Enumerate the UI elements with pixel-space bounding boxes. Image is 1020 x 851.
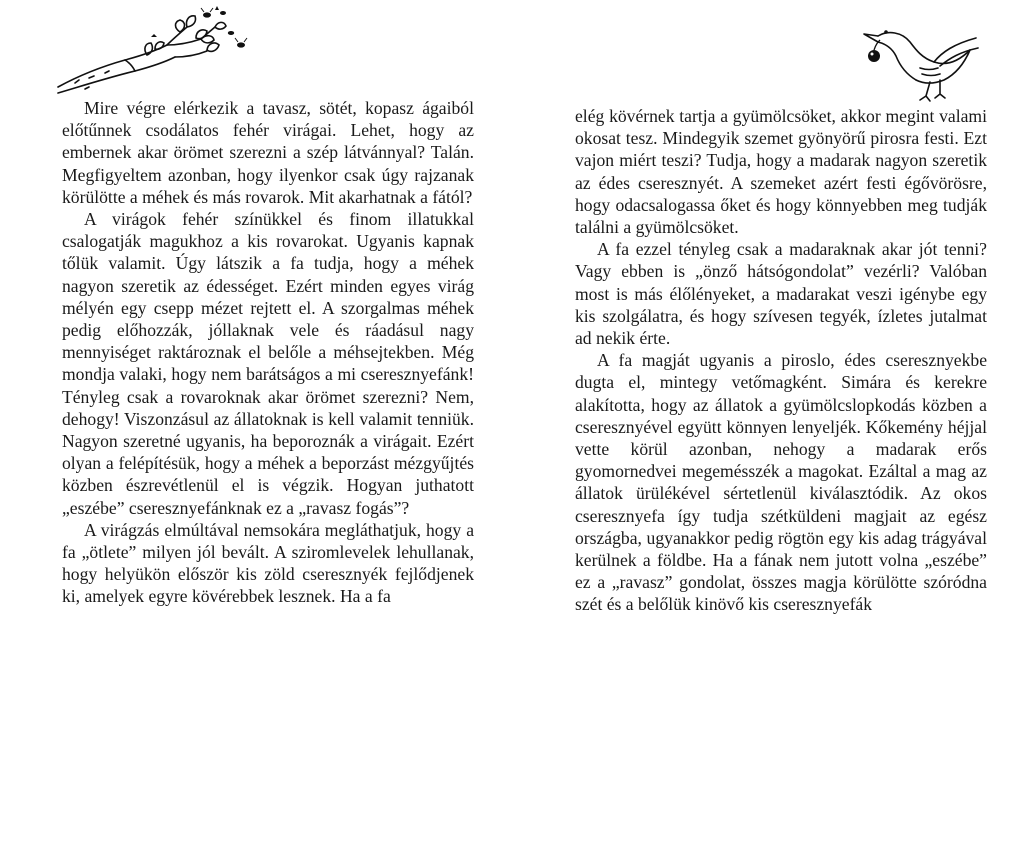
paragraph: elég kövérnek tartja a gyümölcsöket, akkor megint valami okosat tesz. Mindegyik szemet gyönyörű pirosra festi. Ezt vajon miért teszi? Tudja, hogy a madarak nagyon szeretik az édes cseresznyét. A szemeket azért festi égővörösre, hogy odacsalogassa őket és hogy könnyebben meg tudják találni a gyümölcsöket.: [575, 106, 987, 238]
bird-with-cherry-illustration: [860, 22, 980, 104]
right-text-column: [575, 105, 987, 616]
paragraph: A fa magját ugyanis a piroslo, édes cseresznyekbe dugta el, mintegy vetőmagként. Simára és kerekre alakította, hogy az állatok a gyümölcslopkodás közben a cseresznyével együtt könnyen lenyeljék. Kőkemény héjjal vette körül azonban, nehogy a madarak erős gyomornedvei megemésszék a magokat. Ezáltal a mag az állatok ürülékével sértetlenül kiválasztódik. Az okos cseresznyefa így tudja szétküldeni magjait az egész országba, ugyanakkor pedig rögtön egy kis adag trágyával kerülnek a földbe. Ha a fának nem jutott volna „eszébe” ez a „ravasz” gondolat, összes magja körülötte szóródna szét és a belőlük kinövő kis cseresznyefák: [575, 350, 987, 615]
right-page: [510, 0, 1020, 851]
left-text-column: [62, 97, 474, 608]
blossoming-branch-illustration: [55, 5, 260, 100]
paragraph: A virágzás elmúltával nemsokára megláthatjuk, hogy a fa „ötlete” milyen jól bevált. A sziromlevelek lehullanak, hogy helyükön először kis zöld cseresznyék fejlődjenek ki, amelyek egyre kövérebbek lesznek. Ha a fa: [62, 519, 474, 607]
paragraph: A fa ezzel tényleg csak a madaraknak akar jót tenni? Vagy ebben is „önző hátsógondolat” vezérli? Valóban most is más élőlényeket, a madarakat veszi igénybe egy kis szolgálatra, és hogy szívesen tegyék, ízletes jutalmat ad nekik érte.: [575, 239, 987, 349]
paragraph: A virágok fehér színükkel és finom illatukkal csalogatják magukhoz a kis rovarokat. Ugyanis kapnak tőlük valamit. Úgy látszik a fa tudja, hogy a méhek nagyon szeretik az édességet. Ezért minden egyes virág mélyén egy csepp mézet rejtett el. A szorgalmas méhek pedig előhozzák, jóllaknak vele és ráadásul nagy mennyiséget raktároznak el belőle a méhsejtekben. Még mondja valaki, hogy nem barátságos a mi cseresznyefánk! Tényleg csak a rovaroknak akar örömet szerezni? Nem, dehogy! Viszonzásul az állatoknak is kell valamit tenniük. Nagyon szeretné ugyanis, ha beporoznák a virágait. Ezért olyan a felépítésük, hogy a méhek a beporzást mézgyűjtés közben észrevétlenül el is végzik. Hogyan juthatott „eszébe” cseresznyefánknak ez a „ravasz fogás”?: [62, 209, 474, 518]
paragraph: Mire végre elérkezik a tavasz, sötét, kopasz ágaiból előtűnnek csodálatos fehér virágai. Lehet, hogy az embernek akar örömet szerezni a szép látvánnyal? Talán. Megfigyeltem azonban, hogy ilyenkor csak úgy rajzanak körülötte a méhek és más rovarok. Mit akarhatnak a fától?: [62, 98, 474, 207]
